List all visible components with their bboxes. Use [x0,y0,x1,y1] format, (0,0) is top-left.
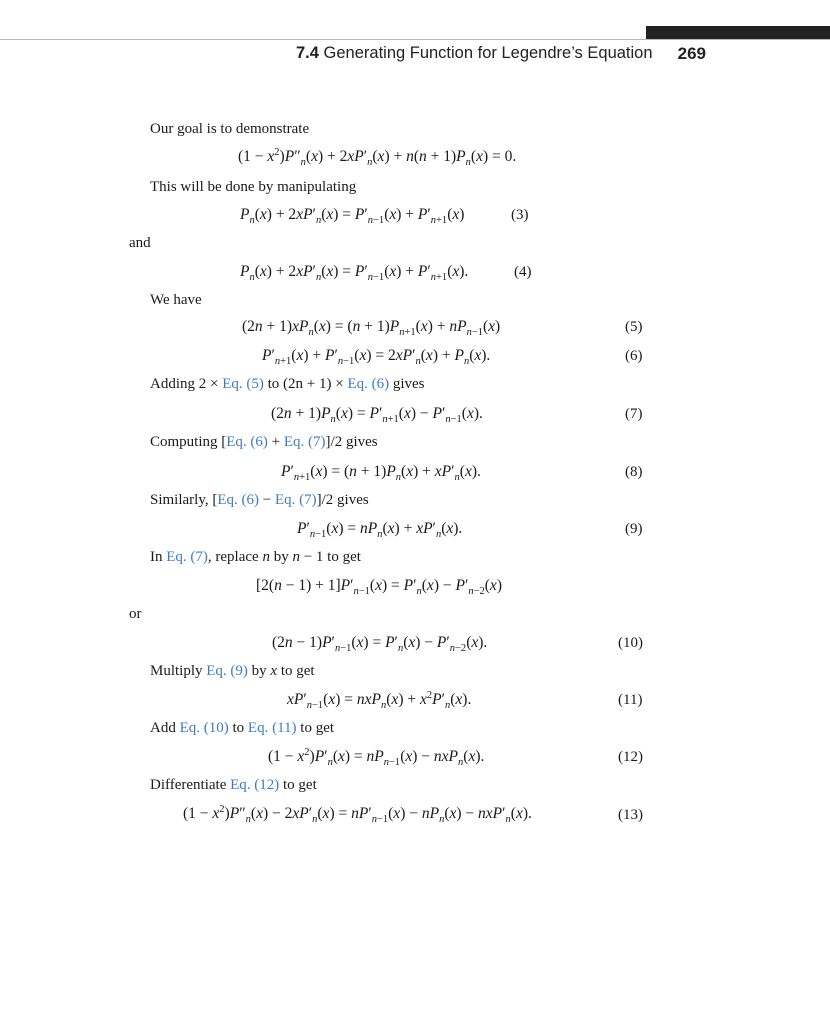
in-n-2: n [292,549,300,565]
computing-text-3: ]/2 gives [325,434,378,450]
computing-text-1: Computing [ [150,434,227,450]
equation-4: $P_n(x) + 2xP'_n(x) = P'_{n-1}(x) + P'_{n+1}(x)$. [240,263,469,284]
and-text: and [129,235,151,251]
equation-5: $(2n + 1)xP_n(x) = (n + 1)P_{n+1}(x) + nP_{n-1}(x)$ [242,318,501,339]
page-number: 269 [677,44,706,63]
header-rule [0,39,830,40]
multiply-text-2: by [247,663,271,679]
add-step [150,719,334,737]
equation-number-4: (4) [514,264,532,280]
multiply-text-3: to get [277,663,315,679]
similarly-text-2: − [259,492,275,508]
add-text-1: Add [150,720,180,736]
equation-number-8: (8) [625,464,643,480]
in-text-3: by [269,549,293,565]
link-eq-6[interactable]: Eq. (6) [347,376,390,392]
diff-text-2: to get [279,777,317,793]
similarly-text-3: ]/2 gives [316,492,369,508]
add-text-2: to [228,720,248,736]
equation-13: $(1 - x^2)P''_n(x) - 2xP'_n(x) = nP'_{n-1}(x) - nP_n(x) - nxP'_n(x)$. [183,803,532,826]
equation-9: $P'_{n-1}(x) = nP_n(x) + xP'_n(x)$. [297,520,463,541]
or-text: or [129,606,142,622]
link-eq-6[interactable]: Eq. (6) [226,434,268,450]
we-have-text: We have [150,292,202,308]
equation-number-5: (5) [625,319,643,335]
adding-text-2: to (2n + 1) × [263,376,348,392]
equation-11: $xP'_{n-1}(x) = nxP_n(x) + x^2P'_n(x)$. [287,689,472,712]
in-text-2: , replace [207,549,263,565]
equation-unnumbered: $[2(n - 1) + 1]P'_{n-1}(x) = P'_n(x) - P'_{n-2}(x)$ [256,577,502,598]
equation-number-13: (13) [618,807,643,823]
add-text-3: to get [296,720,335,736]
equation-goal: $(1 - x^2)P''_n(x) + 2xP'_n(x) + n(n + 1)P_n(x) = 0$. [238,146,517,169]
equation-number-10: (10) [618,635,643,651]
equation-12: $(1 - x^2)P'_n(x) = nP_{n-1}(x) - nxP_n(x)$. [268,746,485,769]
link-eq-7[interactable]: Eq. (7) [274,492,317,508]
in-n: n [262,549,270,565]
differentiate-step [150,776,317,794]
link-eq-11[interactable]: Eq. (11) [247,720,297,736]
adding-text-3: gives [389,376,425,392]
similarly-text-1: Similarly, [ [150,492,218,508]
link-eq-10[interactable]: Eq. (10) [179,720,229,736]
equation-number-11: (11) [618,692,643,708]
intro-goal: Our goal is to demonstrate [150,121,310,137]
equation-number-12: (12) [618,749,643,765]
equation-number-9: (9) [625,521,643,537]
equation-number-3: (3) [511,207,529,223]
similarly-step [150,491,369,509]
link-eq-12[interactable]: Eq. (12) [230,777,280,793]
link-eq-9[interactable]: Eq. (9) [206,663,248,679]
computing-text-2: + [267,434,284,450]
adding-step [150,375,425,393]
link-eq-5[interactable]: Eq. (5) [222,376,264,392]
link-eq-7[interactable]: Eq. (7) [166,549,208,565]
equation-7: $(2n + 1)P_n(x) = P'_{n+1}(x) - P'_{n-1}(x)$. [271,405,483,426]
header-bar [646,26,830,40]
equation-10: $(2n - 1)P'_{n-1}(x) = P'_n(x) - P'_{n-2}(x)$. [272,634,488,655]
multiply-x: x [270,663,278,679]
link-eq-6[interactable]: Eq. (6) [217,492,260,508]
adding-text-1: Adding 2 × [150,376,223,392]
in-step [150,548,361,566]
link-eq-7[interactable]: Eq. (7) [283,434,326,450]
section-number: 7.4 [296,44,319,62]
running-header [296,44,706,70]
diff-text-1: Differentiate [150,777,231,793]
equation-number-6: (6) [625,348,643,364]
intro-manipulating: This will be done by manipulating [150,179,357,195]
section-title: Generating Function for Legendre’s Equation [323,44,653,62]
in-text-4: − 1 to get [299,549,361,565]
equation-3: $P_n(x) + 2xP'_n(x) = P'_{n-1}(x) + P'_{n+1}(x)$ [240,206,465,227]
equation-8: $P'_{n+1}(x) = (n + 1)P_n(x) + xP'_n(x)$. [281,463,481,484]
equation-number-7: (7) [625,406,643,422]
multiply-step [150,662,315,680]
computing-step [150,433,378,451]
in-text-1: In [150,549,167,565]
multiply-text-1: Multiply [150,663,207,679]
equation-6: $P'_{n+1}(x) + P'_{n-1}(x) = 2xP'_n(x) + P_n(x)$. [262,347,491,368]
